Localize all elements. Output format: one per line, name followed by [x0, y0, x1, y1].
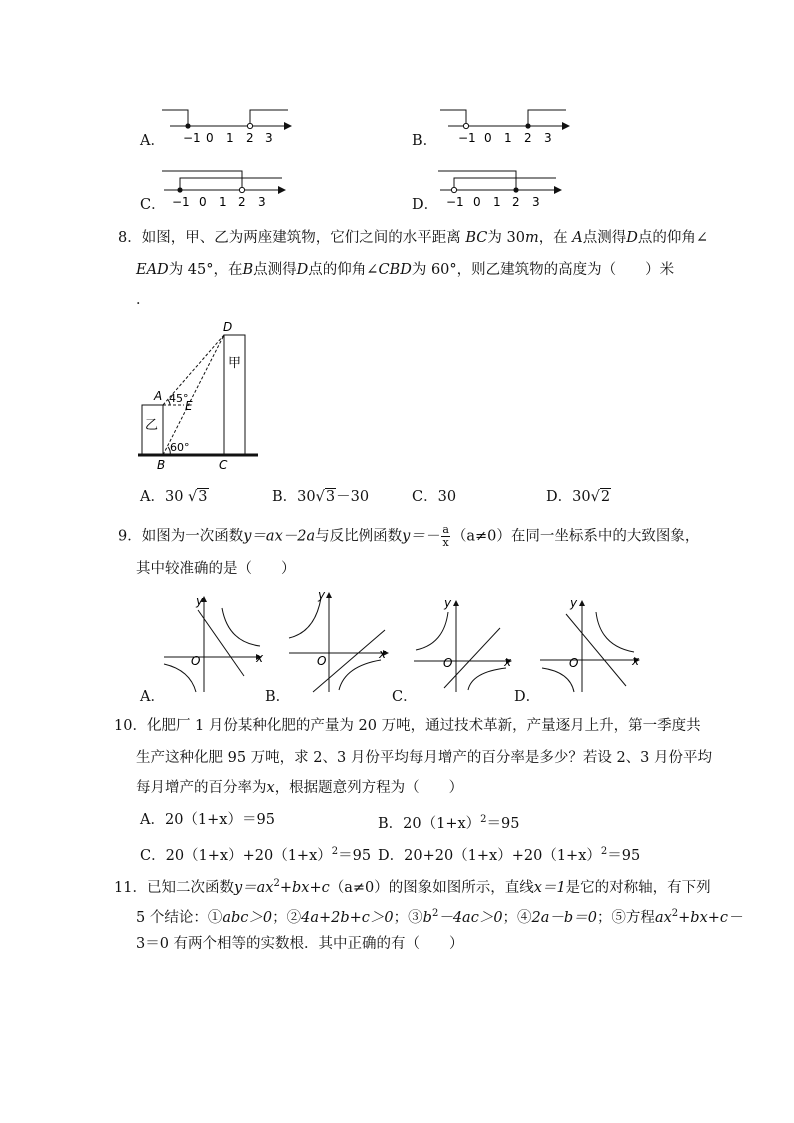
tick-label: 1 — [504, 131, 512, 145]
svg-text:O: O — [317, 654, 327, 668]
q9-option-b: B． — [265, 689, 291, 705]
q8-line-3: ． — [136, 292, 151, 308]
tick-label: 2 — [246, 131, 254, 145]
tick-label: 2 — [238, 195, 246, 209]
q9-graph-b — [285, 586, 395, 696]
q8-figure — [132, 318, 267, 476]
q11-line-1: 11．已知二次函数$y=ax^2+bx+c(a\ne 0)$的图象如图所示，直线x＝1是它的对称轴，有下列 — [114, 878, 711, 896]
svg-text:x: x — [632, 654, 640, 668]
tick-label: 0 — [199, 195, 207, 209]
label-angle-60: 60° — [170, 441, 190, 454]
label-a: A — [154, 389, 163, 403]
svg-text:O: O — [443, 656, 453, 670]
q10-option-a: A．20（1+x）＝95 — [140, 812, 275, 828]
q8-option-c: C．30 — [412, 489, 457, 505]
q11-line-2: 5 个结论：①abc＞0；②4a+2b+c＞0；$③b^2-4ac>0$；④2a－b＝0；⑤方程$ax^2+bx+c-$ — [136, 908, 743, 926]
q8-line-2: EAD为 45°，在B点测得D点的仰角∠CBD为 60°，则乙建筑物的高度为（ ）米 — [136, 262, 675, 278]
q9-option-d: D． — [514, 689, 541, 705]
tick-label: 3 — [265, 131, 273, 145]
label-c: C — [219, 458, 228, 472]
tick-label: 1 — [219, 195, 227, 209]
q9-option-a: A． — [140, 689, 165, 705]
tick-label: −1 — [458, 131, 476, 145]
q7-option-b-label: B． — [412, 133, 438, 149]
q7-option-d-label: D． — [412, 197, 439, 213]
svg-text:x: x — [379, 647, 387, 661]
svg-text:y: y — [318, 588, 326, 602]
q9-graph-a — [160, 590, 270, 695]
q8-line-1: 8．如图，甲、乙为两座建筑物，它们之间的水平距离 BC为 30m，在 A点测得D点的仰角∠ — [118, 230, 709, 246]
q9-graph-d — [536, 594, 646, 694]
building-jia — [224, 335, 245, 455]
label-angle-45: 45° — [169, 392, 189, 405]
q11-line-3: 3＝0 有两个相等的实数根．其中正确的有（ ） — [136, 936, 464, 952]
q7-option-a-label: A． — [140, 133, 165, 149]
tick-label: −1 — [172, 195, 190, 209]
tick-label: −1 — [446, 195, 464, 209]
tick-label: 1 — [493, 195, 501, 209]
q7-option-a-numberline — [160, 100, 295, 150]
tick-label: 0 — [206, 131, 214, 145]
q7-option-d-numberline — [436, 164, 571, 214]
q7-option-c-label: C． — [140, 197, 166, 213]
tick-label: 1 — [226, 131, 234, 145]
q10-option-b: B．$20(1+x)^2=95$ — [378, 814, 520, 832]
label-jia: 甲 — [228, 356, 242, 371]
label-d: D — [223, 320, 233, 334]
tick-label: 0 — [473, 195, 481, 209]
q9-line-2: 其中较准确的是（ ） — [136, 561, 296, 577]
label-e: E — [185, 399, 193, 413]
svg-text:O: O — [191, 654, 201, 668]
q9-line-1: 9．如图为一次函数y＝ax－2a与反比例函数y＝－ $\frac{a}{x}$ （a≠0）在同一坐标系中的大致图象， — [118, 523, 700, 549]
tick-label: 0 — [484, 131, 492, 145]
q10-option-c: C．$20(1+x)+20(1+x)^2=95$ — [140, 846, 372, 864]
tick-label: 3 — [258, 195, 266, 209]
tick-label: 3 — [532, 195, 540, 209]
q8-option-b: B．30√3－30 — [272, 489, 370, 505]
svg-text:x: x — [504, 655, 512, 669]
q10-option-d: D．$20+20(1+x)+20(1+x)^2=95$ — [378, 846, 641, 864]
q10-line-3: 每月增产的百分率为x，根据题意列方程为（ ） — [136, 780, 464, 796]
label-yi: 乙 — [145, 418, 159, 433]
tick-label: 2 — [512, 195, 520, 209]
svg-text:y: y — [444, 596, 452, 610]
q9-option-c: C． — [392, 689, 418, 705]
q9-graph-c — [410, 594, 520, 694]
tick-label: −1 — [183, 131, 201, 145]
svg-text:y: y — [570, 596, 578, 610]
q10-line-1: 10．化肥厂 1 月份某种化肥的产量为 20 万吨，通过技术革新，产量逐月上升，第一季度共 — [114, 718, 701, 734]
svg-text:O: O — [569, 656, 579, 670]
q7-option-b-numberline — [438, 100, 573, 150]
q8-option-d: D．30√2 — [546, 489, 611, 505]
svg-text:x: x — [256, 651, 264, 665]
tick-label: 3 — [544, 131, 552, 145]
svg-text:y: y — [196, 594, 204, 608]
tick-label: 2 — [524, 131, 532, 145]
label-b: B — [157, 458, 166, 472]
q7-option-c-numberline — [160, 164, 295, 214]
q8-option-a: A．30 √3 — [140, 489, 208, 505]
q10-line-2: 生产这种化肥 95 万吨，求 2、3 月份平均每月增产的百分率是多少？若设 2、3 月份平均 — [136, 750, 713, 766]
